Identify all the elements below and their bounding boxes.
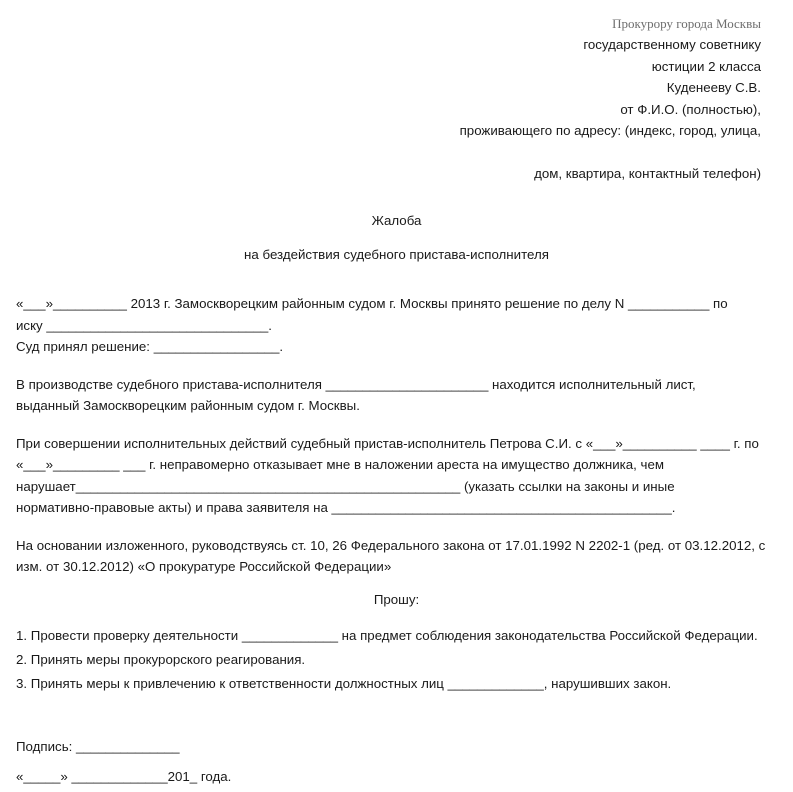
signature-field: Подпись: ______________: [16, 738, 180, 754]
addressee-spacer: [16, 142, 761, 163]
paragraph-court-decision: [16, 293, 777, 358]
addressee-line-name: Куденееву С.В.: [666, 80, 761, 95]
addressee-line-prosecutor: Прокурору города Москвы: [612, 16, 761, 31]
request-item-1: 1. Провести проверку деятельности _____________ на предмет соблюдения законодательства Российской Федерации.: [16, 627, 758, 643]
addressee-line-justice-class: юстиции 2 класса: [651, 58, 761, 74]
paragraph-writ-of-execution: [16, 374, 777, 417]
document-title: Жалоба: [371, 213, 422, 228]
addressee-line-address: проживающего по адресу: (индекс, город, улица,: [459, 123, 761, 138]
request-list: [16, 624, 777, 696]
paragraph-writ-of-execution-line-1: В производстве судебного пристава-исполнителя ______________________ находится исполнительный лист,: [16, 376, 696, 392]
addressee-line-from-applicant: от Ф.И.О. (полностью),: [620, 101, 761, 117]
paragraph-bailiff-refusal: [16, 433, 777, 519]
document-body: [16, 293, 777, 792]
paragraph-legal-basis: [16, 535, 777, 578]
paragraph-writ-of-execution-line-2: выданный Замоскворецким районным судом г. Москвы.: [16, 398, 360, 413]
request-item-3: 3. Принять меры к привлечению к ответственности должностных лиц _____________, нарушивших закон.: [16, 675, 672, 691]
paragraph-court-decision-line-2: иску ______________________________.: [16, 317, 272, 333]
request-item-2: 2. Принять меры прокурорского реагирования.: [16, 651, 306, 667]
request-heading: Прошу:: [373, 591, 420, 607]
document-subtitle: на бездействия судебного пристава-исполнителя: [244, 247, 549, 262]
paragraph-court-decision-line-1: «___»__________ 2013 г. Замоскворецким районным судом г. Москвы принято решение по делу N ___________ по: [16, 296, 728, 311]
paragraph-court-decision-line-3: Суд принял решение: _________________.: [16, 339, 284, 354]
addressee-line-address-continued: дом, квартира, контактный телефон): [534, 165, 761, 181]
addressee-line-state-councillor: государственному советнику: [583, 37, 761, 52]
paragraph-bailiff-refusal-line-3: нарушает____________________________________________________ (указать ссылки на законы и иные: [16, 478, 675, 494]
paragraph-bailiff-refusal-line-1: При совершении исполнительных действий судебный пристав-исполнитель Петрова С.И. с «___»__________ ____ г. по: [16, 435, 759, 451]
signature-date-field: «_____» _____________201_ года.: [16, 768, 232, 784]
paragraph-legal-basis-line-2: изм. от 30.12.2012) «О прокуратуре Российской Федерации»: [16, 559, 392, 574]
paragraph-bailiff-refusal-line-4: нормативно-правовые акты) и права заявителя на ______________________________________________.: [16, 500, 676, 515]
paragraph-legal-basis-line-1: На основании изложенного, руководствуясь ст. 10, 26 Федерального закона от 17.01.1992 N 2202-1 (ред. от 03.12.2012, с: [16, 537, 766, 553]
title-area: [16, 211, 777, 265]
paragraph-bailiff-refusal-line-2: «___»_________ ___ г. неправомерно отказывает мне в наложении ареста на имущество должника, чем: [16, 457, 665, 472]
addressee-block: [16, 14, 777, 184]
